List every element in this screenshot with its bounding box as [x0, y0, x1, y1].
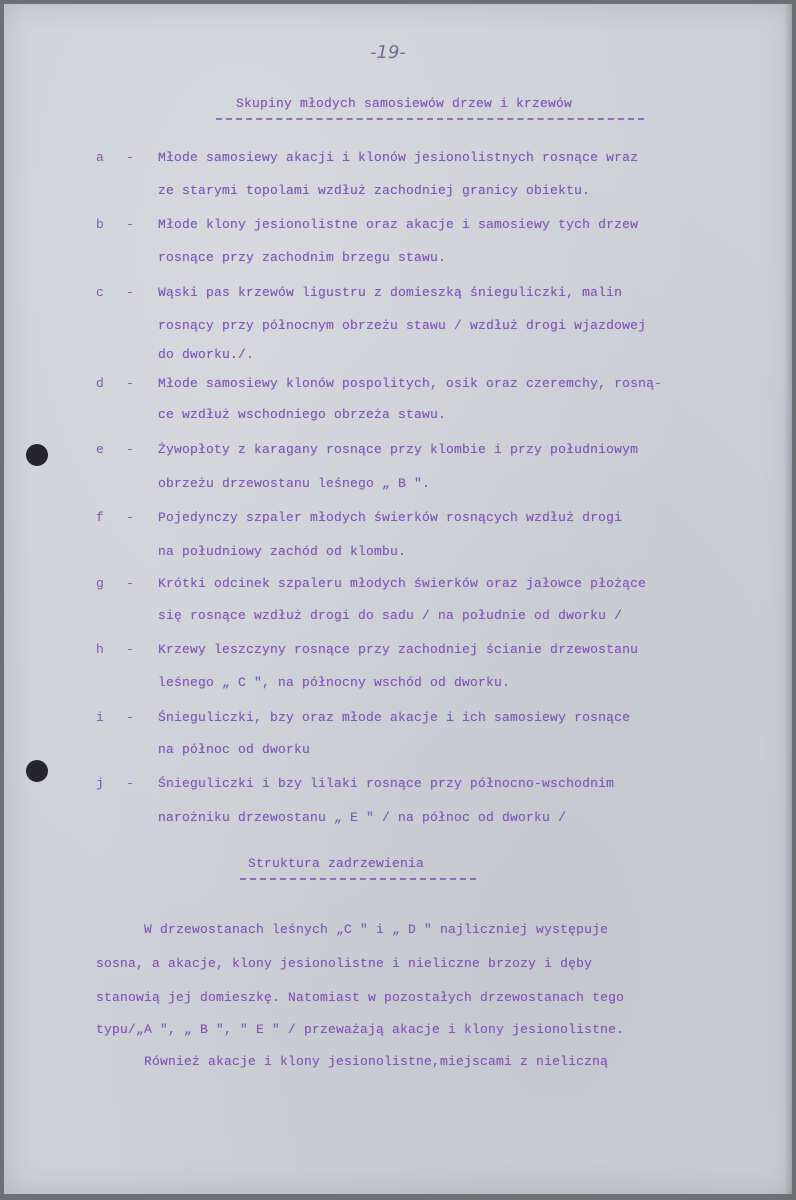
item-b-line-2: rosnące przy zachodnim brzegu stawu.	[158, 250, 447, 265]
item-dash-h: -	[126, 642, 134, 657]
item-dash-a: -	[126, 150, 134, 165]
page-number: -19-	[370, 42, 406, 63]
section-title: Struktura zadrzewienia	[248, 856, 425, 871]
paragraph-line-5: Również akacje i klony jesionolistne,miejscami z nieliczną	[144, 1054, 609, 1069]
item-f-line-1: Pojedynczy szpaler młodych świerków rosnących wzdłuż drogi	[158, 510, 623, 525]
item-dash-c: -	[126, 285, 134, 300]
item-e-line-1: Żywopłoty z karagany rosnące przy klombie i przy południowym	[158, 442, 639, 457]
item-b-line-1: Młode klony jesionolistne oraz akacje i samosiewy tych drzew	[158, 217, 639, 232]
item-c-line-1: Wąski pas krzewów ligustru z domieszką śnieguliczki, malin	[158, 285, 623, 300]
item-letter-j: j	[96, 776, 104, 791]
item-g-line-1: Krótki odcinek szpaleru młodych świerków oraz jałowce płożące	[158, 576, 647, 591]
item-d-line-2: ce wzdłuż wschodniego obrzeża stawu.	[158, 407, 447, 422]
item-a-line-2: ze starymi topolami wzdłuż zachodniej granicy obiektu.	[158, 183, 591, 198]
item-d-line-1: Młode samosiewy klonów pospolitych, osik oraz czeremchy, rosną-	[158, 376, 663, 391]
item-dash-e: -	[126, 442, 134, 457]
item-f-line-2: na południowy zachód od klombu.	[158, 544, 407, 559]
page-edge-shadow	[784, 4, 792, 1194]
item-letter-a: a	[96, 150, 104, 165]
item-dash-f: -	[126, 510, 134, 525]
item-a-line-1: Młode samosiewy akacji i klonów jesionolistnych rosnące wraz	[158, 150, 639, 165]
item-i-line-2: na północ od dworku	[158, 742, 311, 757]
item-dash-g: -	[126, 576, 134, 591]
item-j-line-2: narożniku drzewostanu „ E " / na północ od dworku /	[158, 810, 567, 825]
title-underline	[216, 118, 644, 120]
item-c-line-3: do dworku./.	[158, 347, 255, 362]
paragraph-line-4: typu/„A ", „ B ", " E " / przeważają akacje i klony jesionolistne.	[96, 1022, 625, 1037]
item-letter-c: c	[96, 285, 104, 300]
item-g-line-2: się rosnące wzdłuż drogi do sadu / na południe od dworku /	[158, 608, 623, 623]
item-c-line-2: rosnący przy północnym obrzeżu stawu / wzdłuż drogi wjazdowej	[158, 318, 647, 333]
list-title: Skupiny młodych samosiewów drzew i krzewów	[236, 96, 573, 111]
item-h-line-2: leśnego „ C ", na północny wschód od dworku.	[158, 675, 511, 690]
paragraph-line-2: sosna, a akacje, klony jesionolistne i nieliczne brzozy i dęby	[96, 956, 593, 971]
item-letter-h: h	[96, 642, 104, 657]
punch-hole-upper	[26, 444, 48, 466]
item-letter-f: f	[96, 510, 104, 525]
document-page	[4, 4, 792, 1194]
item-letter-d: d	[96, 376, 104, 391]
item-letter-e: e	[96, 442, 104, 457]
section-title-underline	[240, 878, 476, 880]
item-dash-i: -	[126, 710, 134, 725]
punch-hole-lower	[26, 760, 48, 782]
item-dash-d: -	[126, 376, 134, 391]
item-e-line-2: obrzeżu drzewostanu leśnego „ B ".	[158, 476, 431, 491]
item-dash-j: -	[126, 776, 134, 791]
item-letter-b: b	[96, 217, 104, 232]
paragraph-line-1: W drzewostanach leśnych „C " i „ D " najliczniej występuje	[144, 922, 609, 937]
item-h-line-1: Krzewy leszczyny rosnące przy zachodniej ścianie drzewostanu	[158, 642, 639, 657]
item-letter-g: g	[96, 576, 104, 591]
item-letter-i: i	[96, 710, 104, 725]
paragraph-line-3: stanowią jej domieszkę. Natomiast w pozostałych drzewostanach tego	[96, 990, 625, 1005]
item-i-line-1: Śnieguliczki, bzy oraz młode akacje i ich samosiewy rosnące	[158, 710, 631, 725]
item-j-line-1: Śnieguliczki i bzy lilaki rosnące przy północno-wschodnim	[158, 776, 615, 791]
item-dash-b: -	[126, 217, 134, 232]
